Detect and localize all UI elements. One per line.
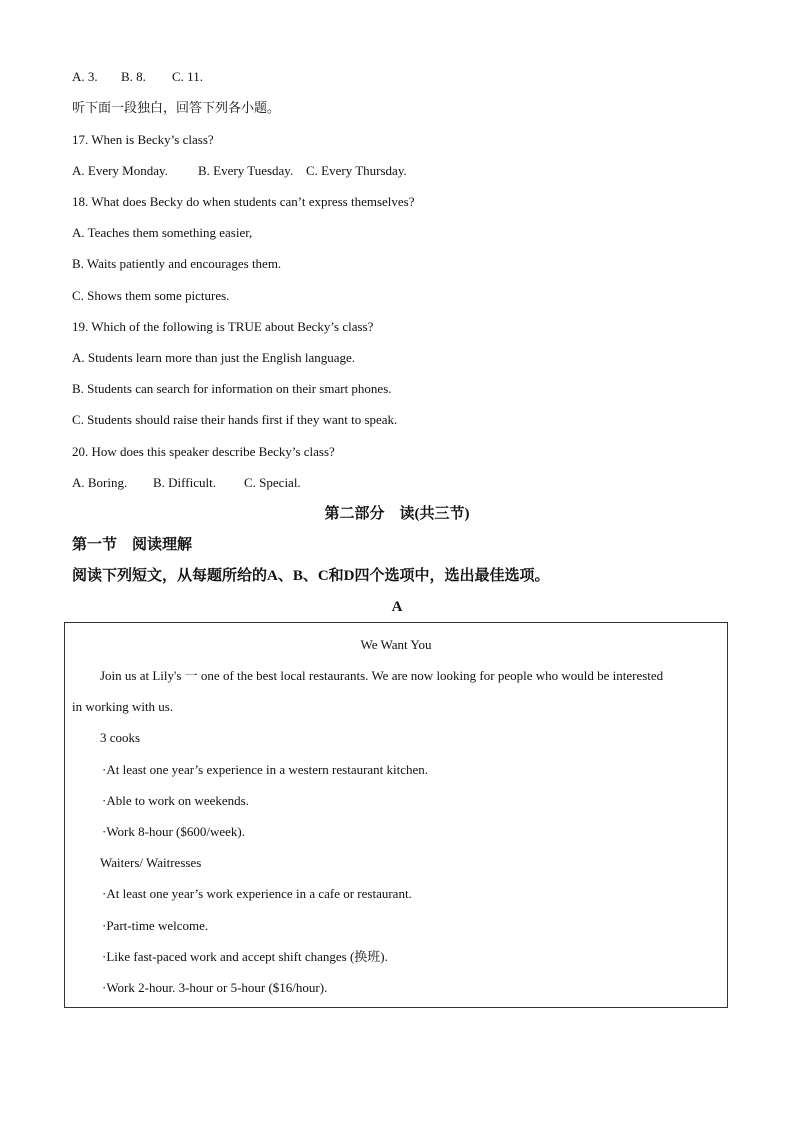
cooks-heading: 3 cooks: [100, 730, 141, 745]
q19-option-c: C. Students should raise their hands first if they want to speak.: [72, 412, 398, 427]
q17-option-a: A. Every Monday.: [72, 163, 168, 178]
waiters-item: ·Like fast-paced work and accept shift changes (换班).: [102, 949, 388, 964]
section1-heading: 第一节 阅读理解: [72, 537, 193, 553]
monologue-instruction: 听下面一段独白，回答下列各小题。: [72, 100, 281, 115]
q16-options: [72, 69, 203, 85]
ad-title: We Want You: [360, 637, 432, 652]
q18-option-a: A. Teaches them something easier,: [72, 225, 253, 240]
cooks-item: ·At least one year’s experience in a western restaurant kitchen.: [102, 762, 429, 777]
q16-option-a: A. 3.: [72, 69, 98, 84]
q16-option-c: C. 11.: [172, 69, 203, 84]
waiters-item: ·At least one year’s work experience in a cafe or restaurant.: [102, 886, 412, 901]
reading-instruction: 阅读下列短文，从每题所给的A、B、C和D四个选项中，选出最佳选项。: [72, 568, 550, 584]
waiters-item: ·Work 2-hour. 3-hour or 5-hour ($16/hour).: [102, 980, 328, 995]
waiters-item: ·Part-time welcome.: [102, 918, 209, 933]
ad-intro-line1: Join us at Lily's 一 one of the best local restaurants. We are now looking for people who would be interested: [100, 668, 664, 683]
q20-option-a: A. Boring.: [72, 475, 128, 490]
q19-option-a: A. Students learn more than just the English language.: [72, 350, 356, 365]
passage-label: A: [391, 599, 403, 615]
q18-option-c: C. Shows them some pictures.: [72, 288, 230, 303]
cooks-item: ·Work 8-hour ($600/week).: [102, 824, 245, 839]
q17-option-b: B. Every Tuesday.: [198, 163, 294, 178]
part2-title: 第二部分 读(共三节): [324, 506, 470, 522]
q18-question: 18. What does Becky do when students can’t express themselves?: [72, 194, 415, 209]
q19-question: 19. Which of the following is TRUE about Becky’s class?: [72, 319, 374, 334]
q17-question: 17. When is Becky’s class?: [72, 132, 214, 147]
q17-option-c: C. Every Thursday.: [306, 163, 407, 178]
q20-question: 20. How does this speaker describe Becky’s class?: [72, 444, 335, 459]
waiters-heading: Waiters/ Waitresses: [100, 855, 202, 870]
q17-options: [72, 163, 407, 179]
q20-option-c: C. Special.: [244, 475, 301, 490]
q16-option-b: B. 8.: [121, 69, 146, 84]
ad-intro-line2: in working with us.: [72, 699, 174, 714]
cooks-item: ·Able to work on weekends.: [102, 793, 249, 808]
q19-option-b: B. Students can search for information on their smart phones.: [72, 381, 392, 396]
q20-options: [72, 475, 301, 491]
job-ad-box: [64, 622, 728, 1008]
q20-option-b: B. Difficult.: [153, 475, 216, 490]
q18-option-b: B. Waits patiently and encourages them.: [72, 256, 282, 271]
